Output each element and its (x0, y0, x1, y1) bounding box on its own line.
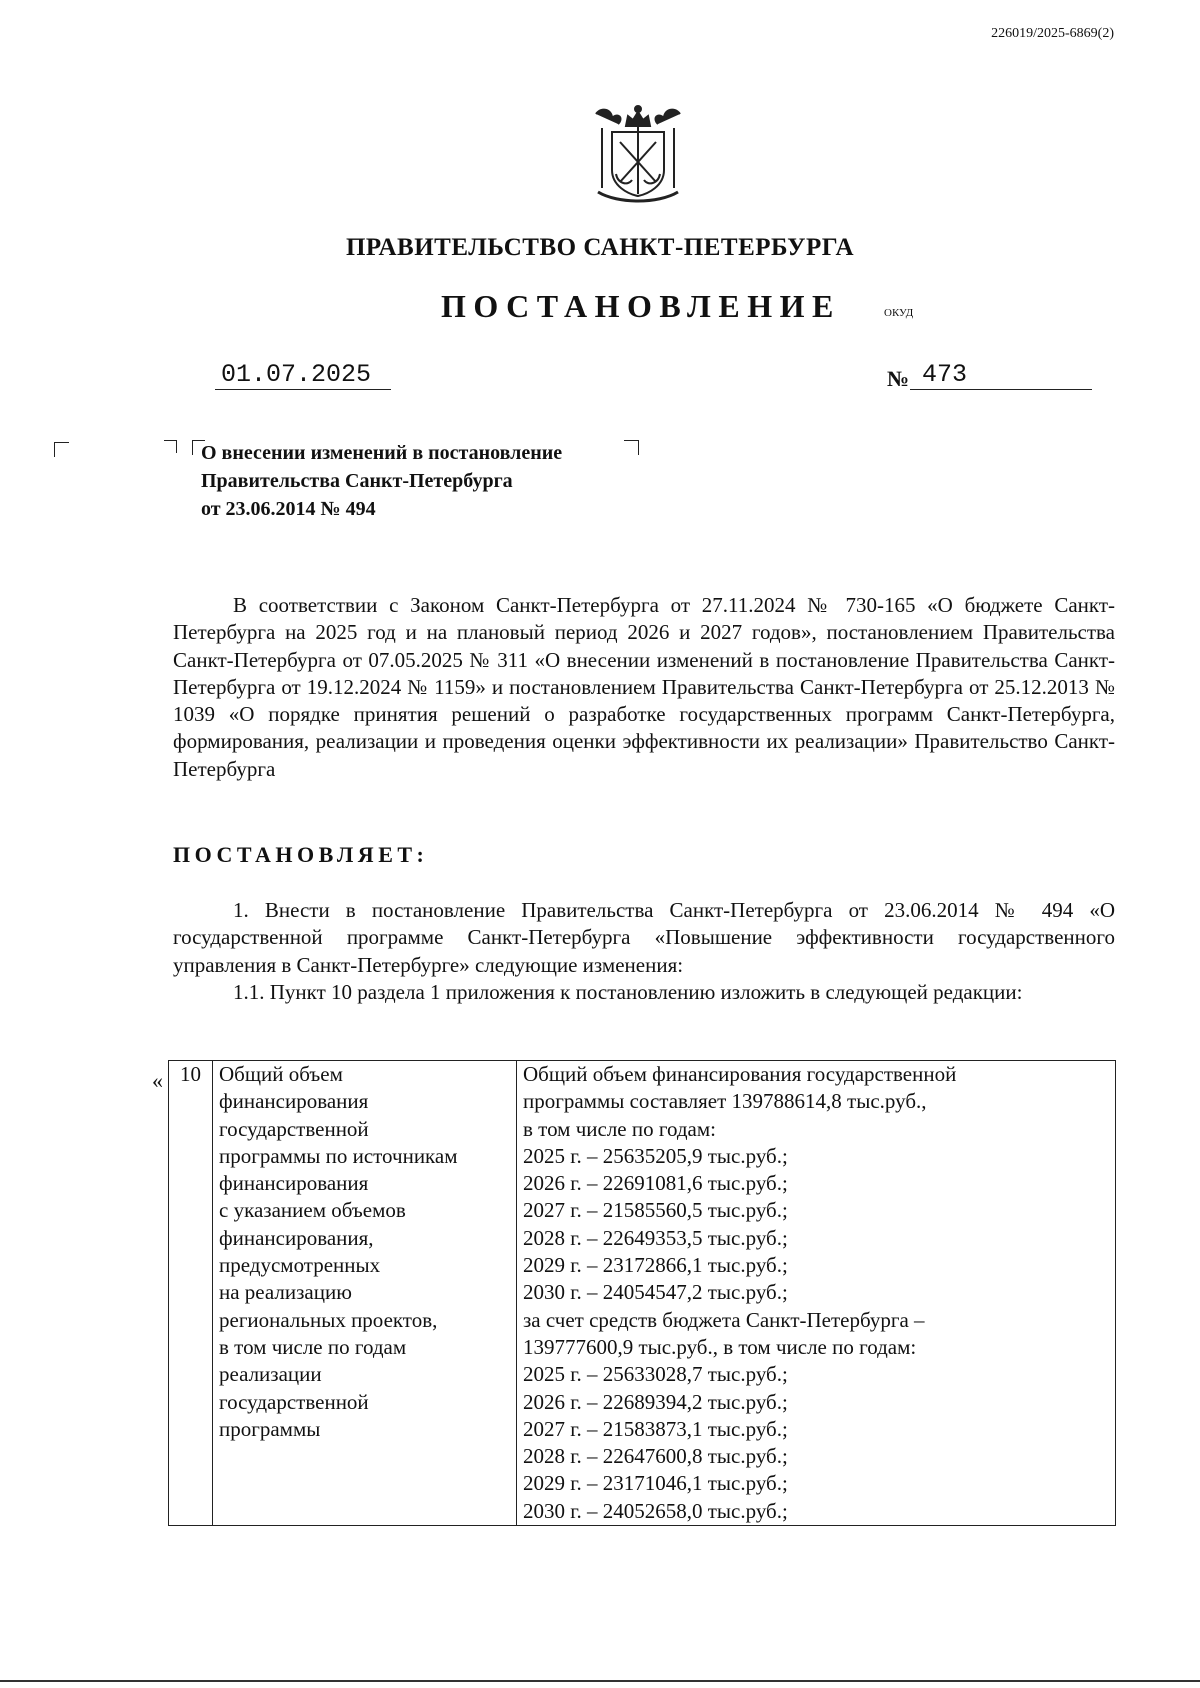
saint-petersburg-coat-of-arms-icon (588, 104, 688, 206)
value-line: 2030 г. – 24052658,0 тыс.руб.; (523, 1498, 788, 1523)
label-line: государственной (219, 1389, 369, 1414)
number-sign: № (887, 366, 910, 391)
row-number-cell: 10 (169, 1061, 213, 1526)
value-line: 2027 г. – 21585560,5 тыс.руб.; (523, 1198, 788, 1223)
value-line: 2025 г. – 25633028,7 тыс.руб.; (523, 1362, 788, 1387)
value-line: за счет средств бюджета Санкт-Петербурга – (523, 1307, 925, 1332)
corner-mark-left (54, 442, 69, 457)
value-line: 2029 г. – 23172866,1 тыс.руб.; (523, 1253, 788, 1278)
label-line: реализации (219, 1362, 322, 1387)
scan-edge-line (0, 1680, 1200, 1682)
subject-line: Правительства Санкт-Петербурга (201, 470, 513, 492)
okud-label: ОКУД (884, 307, 914, 319)
label-line: финансирования, (219, 1225, 374, 1250)
label-line: на реализацию (219, 1280, 352, 1305)
row-label-cell (213, 1061, 517, 1526)
value-line: 2028 г. – 22647600,8 тыс.руб.; (523, 1444, 788, 1469)
value-line: 2026 г. – 22691081,6 тыс.руб.; (523, 1171, 788, 1196)
label-line: предусмотренных (219, 1253, 381, 1278)
corner-mark-subject-open-a (164, 440, 177, 453)
subject-line: О внесении изменений в постановление (201, 442, 563, 464)
value-line: Общий объем финансирования государственной (523, 1062, 957, 1086)
subject-line: от 23.06.2014 № 494 (201, 498, 376, 520)
label-line: в том числе по годам (219, 1334, 407, 1359)
value-line: 2026 г. – 22689394,2 тыс.руб.; (523, 1389, 788, 1414)
label-line: программы (219, 1416, 321, 1441)
value-line: программы составляет 139788614,8 тыс.руб., (523, 1089, 927, 1114)
label-line: финансирования (219, 1089, 369, 1114)
label-line: региональных проектов, (219, 1307, 438, 1332)
label-line: государственной (219, 1116, 369, 1141)
document-date: 01.07.2025 (215, 360, 391, 390)
value-line: 139777600,9 тыс.руб., в том числе по годам: (523, 1334, 917, 1359)
value-line: 2025 г. – 25635205,9 тыс.руб.; (523, 1143, 788, 1168)
corner-mark-subject-close (624, 440, 639, 455)
opening-quote-mark: « (152, 1068, 163, 1093)
resolves-heading: ПОСТАНОВЛЯЕТ: (173, 842, 429, 867)
table-row (169, 1061, 1116, 1526)
label-line: финансирования (219, 1171, 369, 1196)
value-line: 2030 г. – 24054547,2 тыс.руб.; (523, 1280, 788, 1305)
row-value-cell (517, 1061, 1116, 1526)
document-type-title: ПОСТАНОВЛЕНИЕ (441, 288, 841, 324)
label-line: программы по источникам (219, 1143, 458, 1168)
value-line: 2027 г. – 21583873,1 тыс.руб.; (523, 1416, 788, 1441)
document-registration-number: 226019/2025-6869(2) (991, 26, 1114, 41)
financing-table (168, 1060, 1116, 1526)
value-line: в том числе по годам: (523, 1116, 716, 1141)
clause-1-1: 1.1. Пункт 10 раздела 1 приложения к постановлению изложить в следующей редакции: (233, 980, 1023, 1004)
value-line: 2029 г. – 23171046,1 тыс.руб.; (523, 1471, 788, 1496)
government-title: ПРАВИТЕЛЬСТВО САНКТ-ПЕТЕРБУРГА (345, 234, 855, 261)
preamble-paragraph: В соответствии с Законом Санкт-Петербурга от 27.11.2024 № 730-165 «О бюджете Санкт-Петербурга на 2025 год и на плановый период 2026 и 2027 годов», постановлением Правительства Санкт-Петербурга от 07.05.2025 № 311 «О внесении изменений в постановление Правительства Санкт-Петербурга от 19.12.2024 № 1159» и постановлением Правительства Санкт-Петербурга от 25.12.2013 № 1039 «О порядке принятия решений о разработке государственных программ Санкт-Петербурга, формирования, реализации и проведения оценки эффективности их реализации» Правительство Санкт-Петербурга (173, 593, 1115, 781)
label-line: с указанием объемов (219, 1198, 406, 1223)
document-subject (201, 439, 562, 523)
value-line: 2028 г. – 22649353,5 тыс.руб.; (523, 1225, 788, 1250)
clause-1: 1. Внести в постановление Правительства Санкт-Петербурга от 23.06.2014 № 494 «О государственной программе Санкт-Петербурга «Повышение эффективности государственного управления в Санкт-Петербурге» следующие изменения: (173, 898, 1115, 977)
label-line: Общий объем (219, 1062, 343, 1086)
document-number: 473 (910, 360, 1092, 390)
